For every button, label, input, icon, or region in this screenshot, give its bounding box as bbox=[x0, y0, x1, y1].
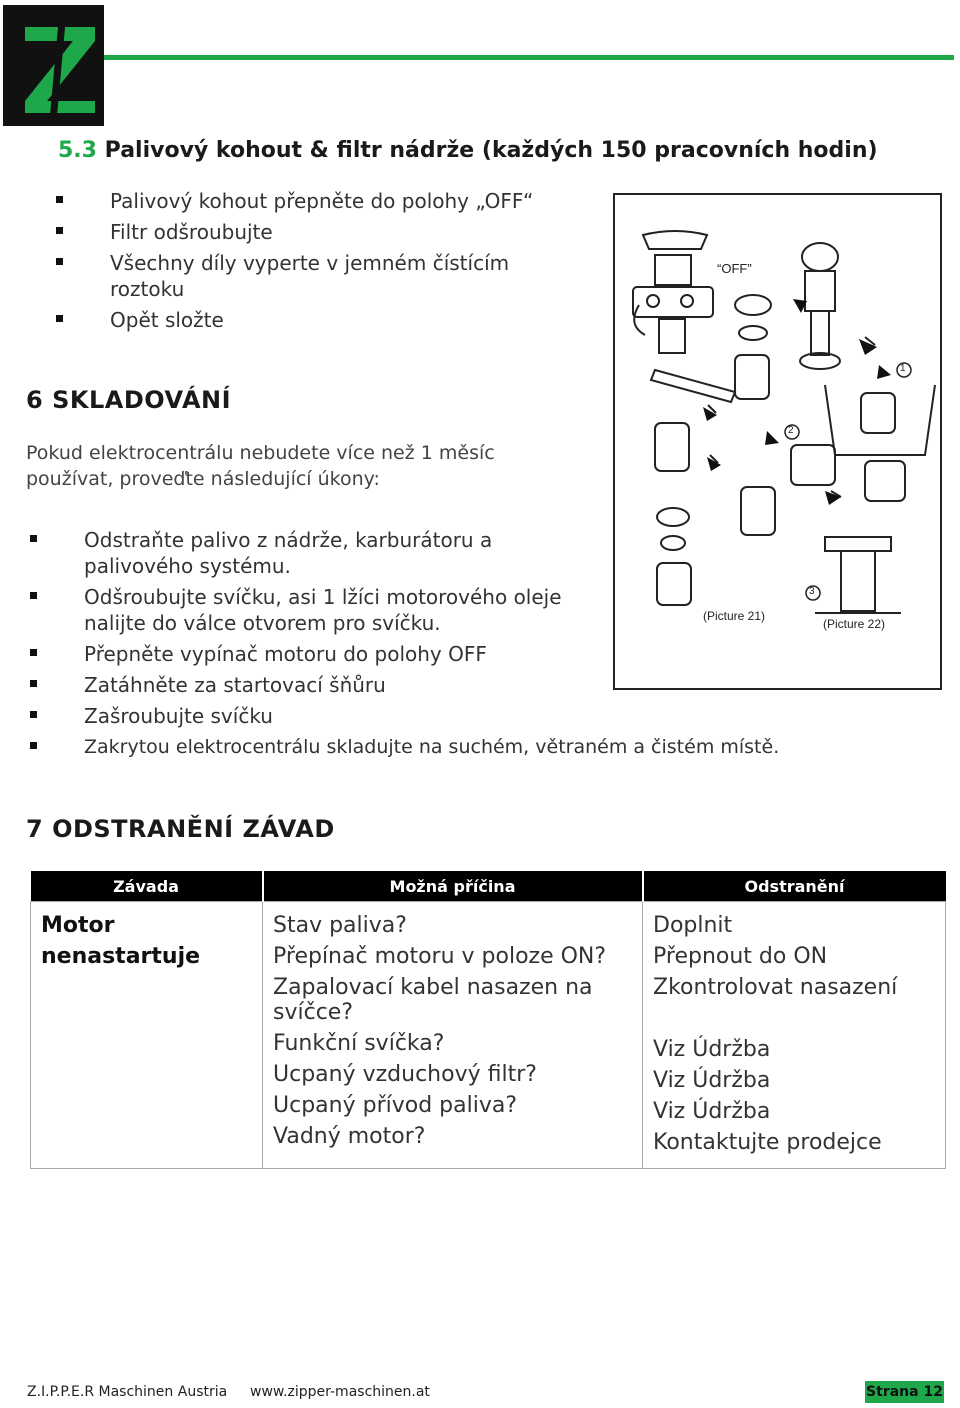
wrench-icon bbox=[651, 370, 735, 402]
list-item: Přepněte vypínač motoru do polohy OFF bbox=[0, 641, 880, 667]
step-1-label: 1 bbox=[900, 363, 906, 374]
cause-item: Stav paliva? bbox=[273, 913, 407, 938]
fault-cell bbox=[31, 902, 263, 1169]
fix-item: Viz Údržba bbox=[653, 1099, 771, 1124]
fix-item: Doplnit bbox=[653, 913, 733, 938]
step-3-label: 3 bbox=[809, 586, 815, 597]
cause-item: Ucpaný přívod paliva? bbox=[273, 1093, 518, 1118]
washing-bowl bbox=[825, 385, 935, 455]
fix-item: Viz Údržba bbox=[653, 1037, 771, 1062]
section-6-title bbox=[26, 386, 231, 414]
list-item: Filtr odšroubujte bbox=[26, 219, 586, 245]
troubleshooting-table bbox=[30, 871, 946, 1169]
fix-item bbox=[653, 1003, 935, 1034]
column-header-fault: Závada bbox=[31, 871, 263, 902]
cause-item: Funkční svíčka? bbox=[273, 1031, 445, 1056]
table-header-row bbox=[31, 871, 946, 902]
section-5-3-title bbox=[58, 138, 878, 163]
rotate-arrow-icon bbox=[634, 305, 645, 335]
footer-url-link[interactable]: www.zipper-maschinen.at bbox=[250, 1384, 430, 1400]
list-item: Odstraňte palivo z nádrže, karburátoru a palivového systému. bbox=[0, 527, 564, 579]
fix-item: Zkontrolovat nasazení bbox=[653, 975, 898, 1000]
page-number-badge: Strana 12 bbox=[865, 1381, 944, 1403]
list-item: Všechny díly vyperte v jemném čístícím roztoku bbox=[26, 250, 586, 302]
table-row bbox=[31, 902, 946, 1169]
section-title-text: SKLADOVÁNÍ bbox=[52, 386, 232, 414]
caption-picture-21: (Picture 21) bbox=[703, 609, 766, 623]
fix-item: Kontaktujte prodejce bbox=[653, 1130, 882, 1155]
cause-item: Přepínač motoru v poloze ON? bbox=[273, 944, 607, 969]
footer-company: Z.I.P.P.E.R Maschinen Austria bbox=[27, 1384, 228, 1400]
step-2-label: 2 bbox=[788, 425, 794, 436]
zipper-logo-icon bbox=[3, 5, 104, 126]
column-header-cause: Možná příčina bbox=[263, 871, 643, 902]
fuel-filter-illustration bbox=[613, 193, 942, 690]
section-number: 5.3 bbox=[58, 138, 97, 163]
fuel-filter-drawing bbox=[615, 195, 944, 692]
list-item: Palivový kohout přepněte do polohy „OFF“ bbox=[26, 188, 586, 214]
section-number: 6 bbox=[26, 386, 44, 414]
list-item: Opět složte bbox=[26, 307, 586, 333]
header-rule bbox=[104, 55, 954, 60]
list-item: Zatáhněte za startovací šňůru bbox=[0, 672, 880, 698]
fix-item: Viz Údržba bbox=[653, 1068, 771, 1093]
storage-intro: Pokud elektrocentrálu nebudete více než 1 měsíc používat, proveďte následující úkony: bbox=[26, 442, 495, 490]
off-label: “OFF” bbox=[717, 261, 752, 276]
fuel-valve-steps bbox=[26, 188, 586, 338]
fix-item: Přepnout do ON bbox=[653, 944, 828, 969]
cause-item: Zapalovací kabel nasazen na svíčce? bbox=[273, 975, 593, 1025]
fixes-cell bbox=[643, 902, 946, 1169]
list-item: Zakrytou elektrocentrálu skladujte na suchém, větraném a čistém místě. bbox=[0, 734, 880, 760]
caption-picture-22: (Picture 22) bbox=[823, 617, 886, 631]
section-number: 7 bbox=[26, 815, 44, 843]
filter-screen bbox=[735, 295, 771, 315]
filter-cup bbox=[735, 355, 769, 399]
causes-cell bbox=[263, 902, 643, 1169]
cause-item: Vadný motor? bbox=[273, 1124, 426, 1149]
cause-item: Ucpaný vzduchový filtr? bbox=[273, 1062, 537, 1087]
list-item: Zašroubujte svíčku bbox=[0, 703, 880, 729]
section-title-text: ODSTRANĚNÍ ZÁVAD bbox=[52, 815, 335, 843]
fuel-valve-body bbox=[643, 231, 707, 249]
section-title-text: Palivový kohout & filtr nádrže (každých 150 pracovních hodin) bbox=[104, 138, 878, 163]
list-item: Odšroubujte svíčku, asi 1 lžíci motorového oleje nalijte do válce otvorem pro svíčku. bbox=[0, 584, 564, 636]
section-7-title bbox=[26, 815, 335, 843]
column-header-fix: Odstranění bbox=[643, 871, 946, 902]
fault-text: Motor nenastartuje bbox=[41, 913, 201, 969]
